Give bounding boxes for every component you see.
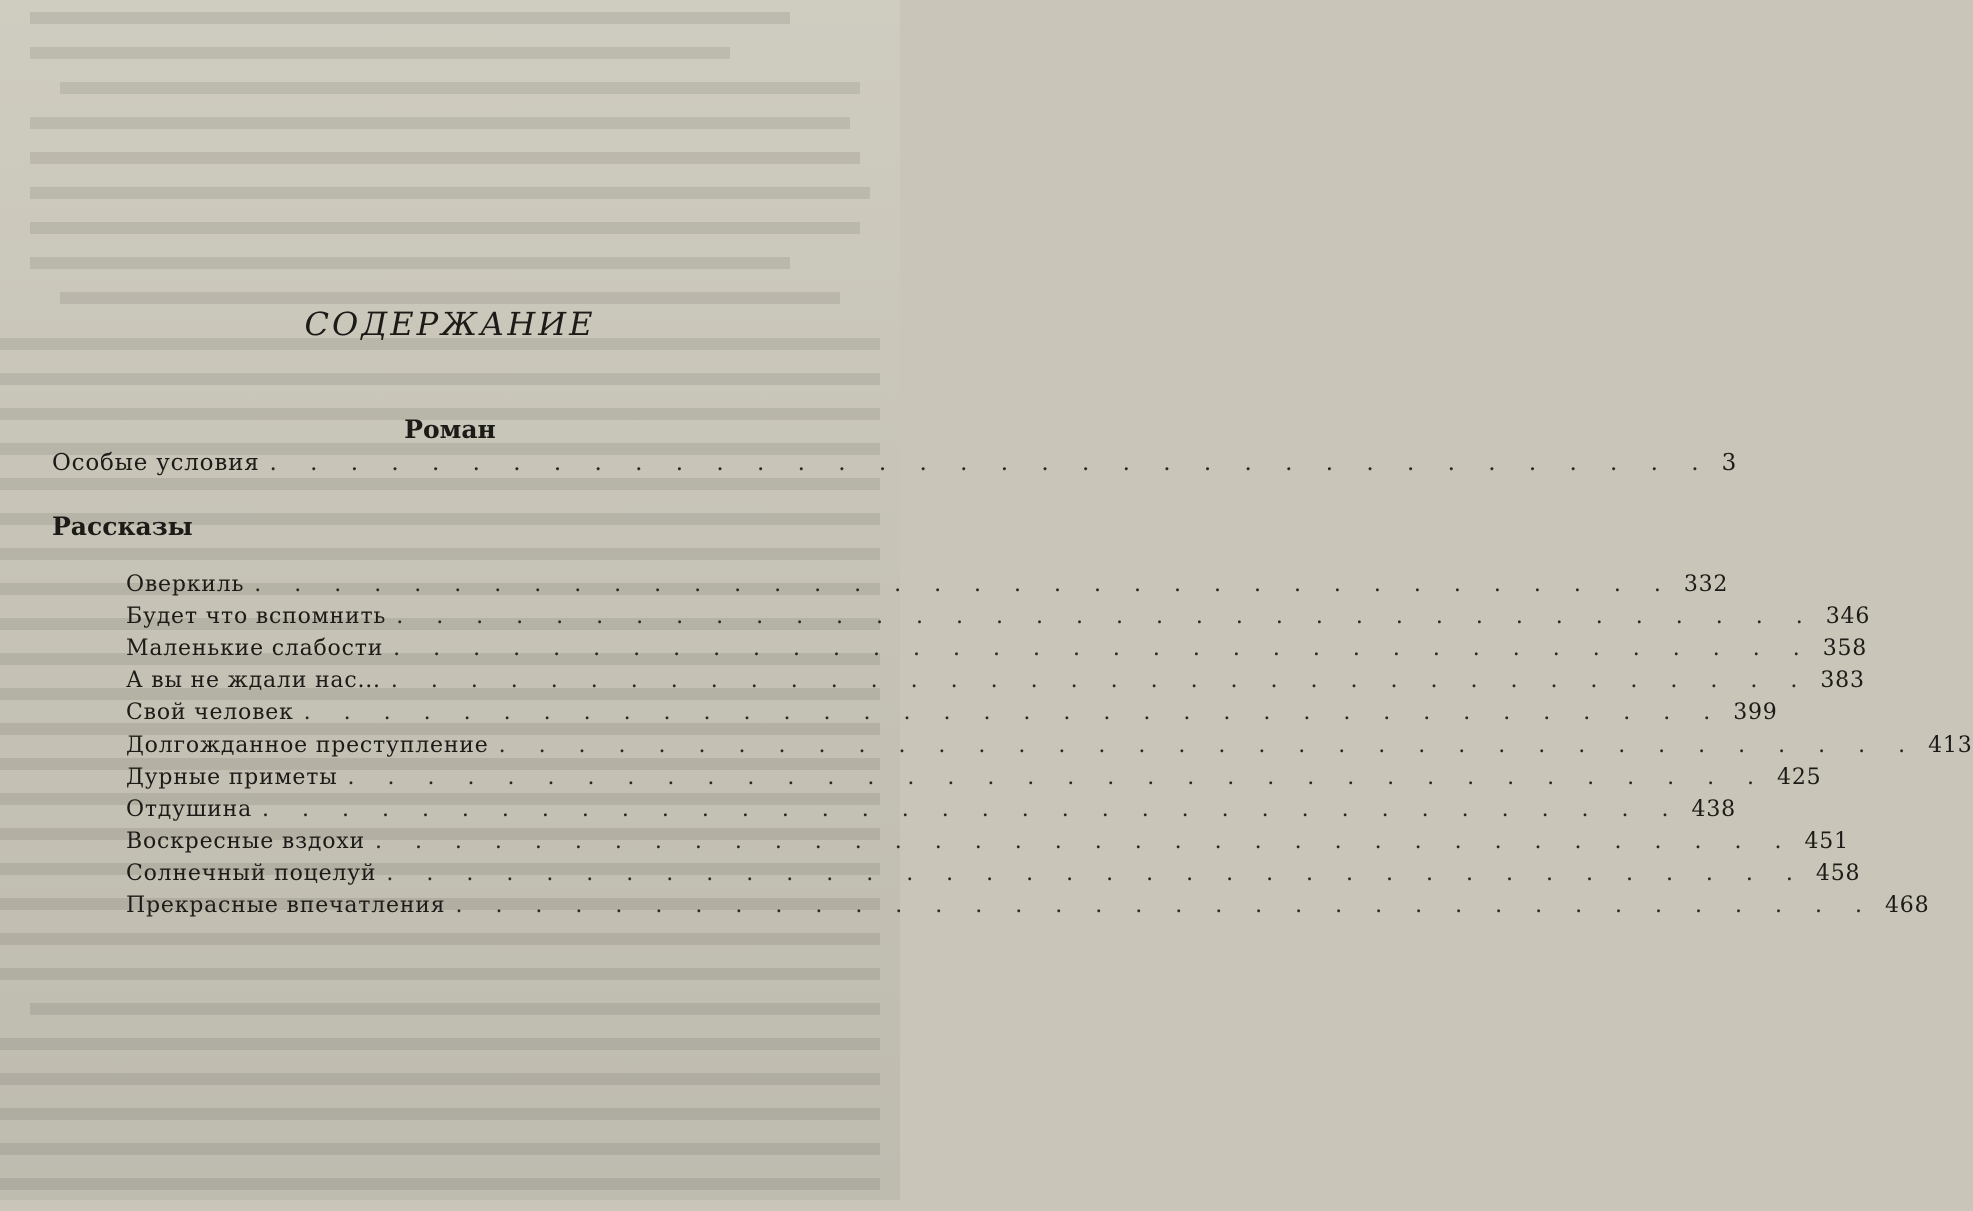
toc-entry-title: Маленькие слабости — [126, 636, 384, 661]
toc-entry-page: 346 — [1825, 604, 1871, 629]
toc-entry-title: Оверкиль — [126, 572, 245, 597]
stories-section-heading: Рассказы — [52, 512, 193, 541]
toc-entry-title: Солнечный поцелуй — [126, 861, 377, 886]
toc-entry-page: 332 — [1683, 572, 1729, 597]
toc-entry-title: Воскресные вздохи — [126, 829, 365, 854]
dot-leader: . . . . . . . . . . . . . . . . . . . . . . . . . . . . . . . . . . . . — [347, 765, 1768, 790]
toc-entry-story — [126, 700, 1778, 725]
dot-leader: . . . . . . . . . . . . . . . . . . . . . . . . . . . . . . . . . . . . — [393, 636, 1813, 661]
page-title: СОДЕРЖАНИЕ — [304, 305, 596, 343]
dot-leader: . . . . . . . . . . . . . . . . . . . . . . . . . . . . . . . . . . . . — [396, 604, 1816, 629]
toc-entry-story — [126, 829, 1849, 854]
toc-entry-page: 383 — [1820, 668, 1865, 693]
toc-entry-story — [126, 861, 1861, 886]
toc-entry-page: 468 — [1884, 893, 1930, 918]
toc-entry-title: Прекрасные впечатления — [126, 893, 446, 918]
bleed-through-texture — [0, 0, 900, 1200]
toc-entry-story — [126, 765, 1822, 790]
dot-leader: . . . . . . . . . . . . . . . . . . . . . . . . . . . . . . . . . . . . — [455, 893, 1875, 918]
bleed-through-lines — [0, 0, 900, 1200]
toc-entry-page: 458 — [1815, 861, 1861, 886]
toc-entry-page: 438 — [1691, 797, 1736, 822]
toc-entry-title: Отдушина — [126, 797, 252, 822]
toc-entry-story — [126, 893, 1930, 918]
toc-entry-page: 425 — [1777, 765, 1822, 790]
dot-leader: . . . . . . . . . . . . . . . . . . . . . . . . . . . . . . . . . . . . — [269, 450, 1712, 476]
toc-entry-story — [126, 604, 1871, 629]
dot-leader: . . . . . . . . . . . . . . . . . . . . . . . . . . . . . . . . . . . . — [254, 572, 1674, 597]
novel-section-heading: Роман — [404, 415, 496, 444]
toc-entry-title: Дурные приметы — [126, 765, 338, 790]
toc-entry-story — [126, 797, 1736, 822]
toc-entry-story — [126, 733, 1973, 758]
dot-leader: . . . . . . . . . . . . . . . . . . . . . . . . . . . . . . . . . . . . — [498, 733, 1919, 758]
dot-leader: . . . . . . . . . . . . . . . . . . . . . . . . . . . . . . . . . . . . — [390, 668, 1811, 693]
dot-leader: . . . . . . . . . . . . . . . . . . . . . . . . . . . . . . . . . . . . — [262, 797, 1682, 822]
dot-leader: . . . . . . . . . . . . . . . . . . . . . . . . . . . . . . . . . . . . — [374, 829, 1795, 854]
toc-entry-page: 413 — [1928, 733, 1973, 758]
toc-entry-title: Особые условия — [52, 450, 260, 476]
toc-entry-page: 358 — [1822, 636, 1868, 661]
toc-entry-story — [126, 668, 1865, 693]
toc-entry-page: 451 — [1804, 829, 1849, 854]
toc-entry-title: Будет что вспомнить — [126, 604, 387, 629]
toc-entry-title: Свой человек — [126, 700, 294, 725]
toc-entry-page: 3 — [1721, 450, 1738, 476]
toc-entry-story — [126, 636, 1868, 661]
toc-entry-title: А вы не ждали нас... — [126, 668, 381, 693]
toc-entry-title: Долгожданное преступление — [126, 733, 489, 758]
dot-leader: . . . . . . . . . . . . . . . . . . . . . . . . . . . . . . . . . . . . — [386, 861, 1806, 886]
toc-entry-novel — [52, 450, 1738, 476]
toc-entry-page: 399 — [1733, 700, 1778, 725]
dot-leader: . . . . . . . . . . . . . . . . . . . . . . . . . . . . . . . . . . . . — [303, 700, 1724, 725]
toc-entry-story — [126, 572, 1729, 597]
